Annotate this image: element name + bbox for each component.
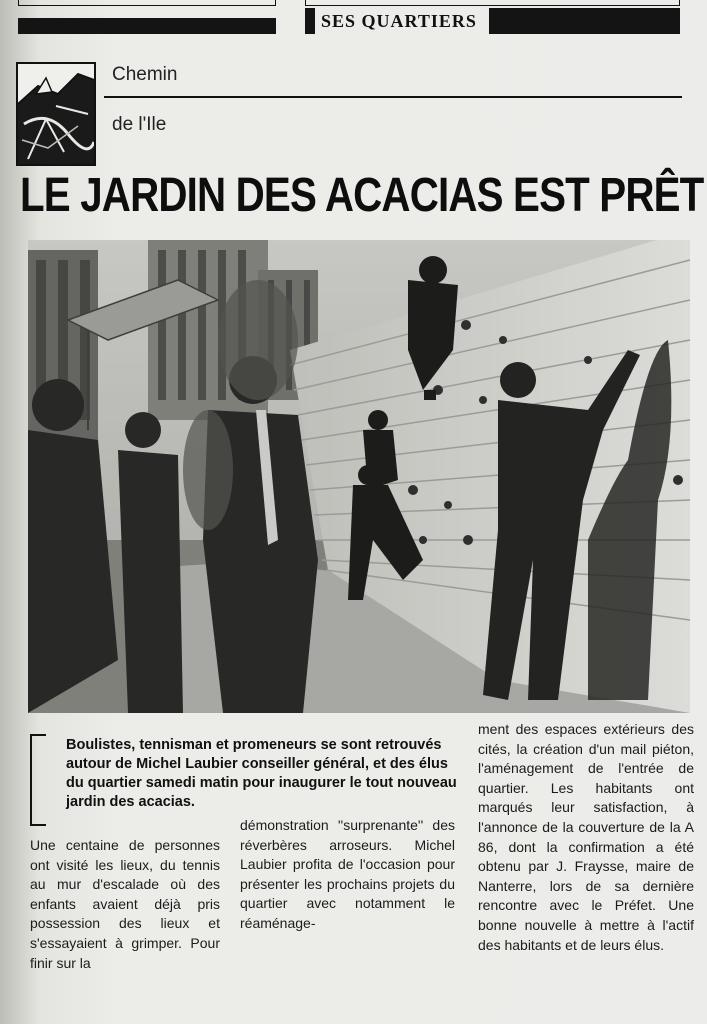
article-photo (28, 240, 690, 713)
thick-rule (18, 18, 276, 34)
intro-bracket (30, 734, 46, 826)
article-headline: LE JARDIN DES ACACIAS EST PRÊT (20, 169, 704, 222)
column-3-text: ment des espaces extérieurs des cités, la création d'un mail piéton, l'aménagement de l'entrée de quartier. Les habitants ont marqués leur satisfaction, à l'annonce de la couverture de la A 86, dont la confirmation a été obtenu par J. Fraysse, maire de Nanterre, lors de sa dernière rencontre avec le Préfet. Une bonne nouvelle à mettre à l'actif des habitants et de leurs élus. (478, 721, 694, 953)
article-column-2 (240, 816, 455, 934)
section-banner (305, 0, 680, 34)
map-illustration (18, 64, 94, 164)
district-rule (104, 96, 682, 98)
thin-rule (18, 0, 276, 6)
section-title: SES QUARTIERS (315, 8, 489, 34)
district-name-line2: de l'Ile (112, 114, 167, 135)
column-1-text: Une centaine de personnes ont visité les lieux, du tennis au mur d'escalade où des enfants avaient déjà pris possession des lieux et s'essayaient à grimper. Pour finir sur la (30, 837, 220, 971)
article-lead: Boulistes, tennisman et promeneurs se sont retrouvés autour de Michel Laubier conseiller général, et des élus du quartier samedi matin pour inaugurer le tout nouveau jardin des acacias. (66, 737, 457, 810)
article-column-3 (478, 720, 694, 955)
district-map-icon (16, 62, 96, 166)
column-2-text: démonstration ''surprenante'' des réverbères arroseurs. Michel Laubier profita de l'occasion pour présenter les prochains projets du quartier avec notamment le réaménage- (240, 817, 455, 931)
district-name-line1: Chemin (112, 64, 178, 85)
article-column-1 (30, 836, 220, 973)
thin-rule (305, 0, 680, 6)
climbing-wall-photo (28, 240, 690, 713)
previous-page-rule (18, 0, 276, 34)
